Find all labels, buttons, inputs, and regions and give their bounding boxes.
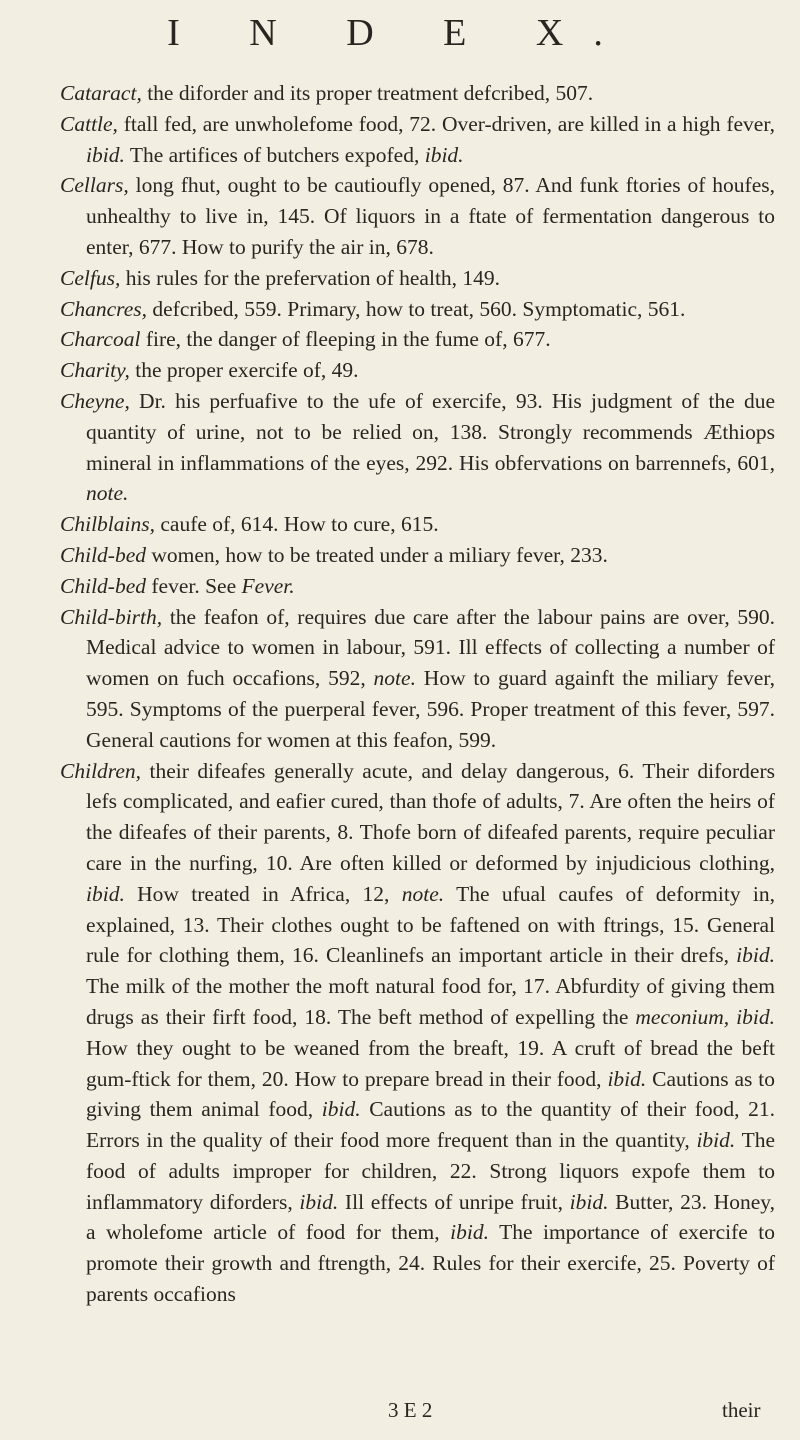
italic-reference: meconium,: [635, 1004, 730, 1029]
index-term: Chancres,: [60, 296, 147, 321]
entry-text: fire, the danger of fleeping in the fume of, 677.: [140, 327, 551, 352]
index-term: Child-birth,: [60, 604, 163, 629]
index-entry: [60, 263, 775, 294]
entry-text: Cautions as to the quantity of their food, 21. Errors in the quality of their food more frequent than in the quantity,: [86, 1097, 776, 1153]
italic-reference: ibid.: [424, 142, 464, 167]
entry-text: women, how to be treated under a miliary fever, 233.: [146, 542, 608, 567]
entry-text: The milk of the mother the moft natural food for, 17. Abfurdity of giving them drugs as their firft food, 18. The beft method of expelling the: [86, 974, 775, 1029]
index-entry: [60, 386, 775, 509]
index-term: Cellars,: [60, 173, 129, 198]
entry-text: The importance of exercife to promote their growth and ftrength, 24. Rules for their exercife, 25. Poverty of parents occafions: [86, 1220, 775, 1307]
index-entry: [60, 78, 775, 109]
entry-text: How treated in Africa, 12,: [124, 881, 402, 906]
index-term: Charity,: [60, 358, 130, 383]
index-term: Charcoal: [60, 327, 141, 352]
entry-text: long fhut, ought to be cautioufly opened, 87. And funk ftories of houfes, unhealthy to live in, 145. Of liquors in a ftate of fermentation dangerous to enter, 677. How to purify the air in, 678.: [86, 173, 775, 259]
entry-text: Butter, 23. Honey, a wholefome article of food for them,: [86, 1189, 775, 1245]
italic-reference: note.: [401, 881, 445, 906]
index-term: Child-bed: [60, 542, 146, 567]
index-term: Chilblains,: [60, 512, 155, 537]
entry-text: The artifices of butchers expofed,: [124, 142, 425, 167]
italic-reference: note.: [86, 481, 129, 506]
entry-text: the proper exercife of, 49.: [129, 358, 359, 383]
entry-text: ftall fed, are unwholefome food, 72. Over-driven, are killed in a high fever,: [117, 111, 775, 136]
entry-text: Cautions as to giving them animal food,: [86, 1066, 775, 1122]
index-term: Celfus,: [60, 265, 121, 290]
entry-text: The ufual caufes of deformity in, explained, 13. Their clothes ought to be faftened on with ftrings, 15. General rule for clothing them, 16. Cleanlinefs an important article in their drefs,: [86, 881, 775, 968]
index-entry: [60, 355, 775, 386]
italic-reference: ibid.: [736, 1004, 775, 1029]
entry-text: How they ought to be weaned from the breaft, 19. A cruft of bread the beft gum-ftick for them, 20. How to prepare bread in their food,: [86, 1035, 775, 1091]
italic-reference: ibid.: [696, 1128, 736, 1153]
entry-text: fever. See: [146, 573, 242, 598]
italic-reference: ibid.: [86, 142, 125, 167]
page-heading: I N D E X.: [167, 12, 633, 54]
index-entries: [60, 78, 775, 1310]
catchword: their: [722, 1398, 761, 1422]
index-entry: [60, 109, 775, 171]
italic-reference: ibid.: [736, 943, 775, 968]
italic-reference: note.: [373, 666, 416, 691]
index-entry: [60, 756, 775, 1310]
entry-text: caufe of, 614. How to cure, 615.: [154, 512, 439, 537]
entry-text: his rules for the prefervation of health, 149.: [120, 265, 501, 290]
entry-text: defcribed, 559. Primary, how to treat, 560. Symptomatic, 561.: [147, 296, 686, 321]
italic-reference: ibid.: [607, 1066, 647, 1091]
page-footer: [0, 1398, 800, 1432]
italic-reference: ibid.: [569, 1189, 609, 1214]
index-term: Cataract,: [60, 81, 142, 105]
italic-reference: ibid.: [321, 1097, 361, 1122]
index-entry: [60, 324, 775, 355]
index-entry: [60, 540, 775, 571]
italic-reference: ibid.: [86, 881, 125, 906]
index-entry: [60, 571, 775, 602]
index-term: Child-bed: [60, 573, 146, 598]
entry-text: their difeafes generally acute, and delay dangerous, 6. Their diforders lefs complicated, and eafier cured, than thofe of adults, 7. Are often the heirs of the difeafes of their parents, 8. Thofe born of difeafed parents, require peculiar care in the nurfing, 10. Are often killed or deformed by injudicious clothing,: [86, 758, 775, 875]
index-entry: [60, 170, 775, 262]
entry-text: the diforder and its proper treatment defcribed, 507.: [141, 81, 594, 105]
entry-text: Dr. his perfuafive to the ufe of exercife, 93. His judgment of the due quantity of urine, not to be relied on, 138. Strongly recommends Æthiops mineral in inflammations of the eyes, 292. His obfervations on barrennefs, 601,: [86, 388, 775, 475]
index-entry: [60, 294, 775, 325]
entry-text: The food of adults improper for children, 22. Strong liquors expofe them to inflammatory diforders,: [86, 1128, 775, 1214]
index-entry: [60, 602, 775, 756]
italic-reference: Fever.: [241, 573, 295, 598]
entry-text: How to guard againft the miliary fever, 595. Symptoms of the puerperal fever, 596. Proper treatment of this fever, 597. General cautions for women at this feafon, 599.: [86, 666, 775, 752]
index-term: Cattle,: [60, 111, 118, 136]
italic-reference: ibid.: [450, 1220, 489, 1245]
signature-mark: 3 E 2: [388, 1398, 433, 1422]
italic-reference: ibid.: [299, 1189, 339, 1214]
index-term: Children,: [60, 758, 142, 783]
entry-text: the feafon of, requires due care after the labour pains are over, 590. Medical advice to women in labour, 591. Ill effects of collecting a number of women on fuch occafions, 592,: [86, 604, 775, 691]
index-term: Cheyne,: [60, 388, 130, 413]
index-entry: [60, 509, 775, 540]
entry-text: Ill effects of unripe fruit,: [338, 1189, 570, 1214]
